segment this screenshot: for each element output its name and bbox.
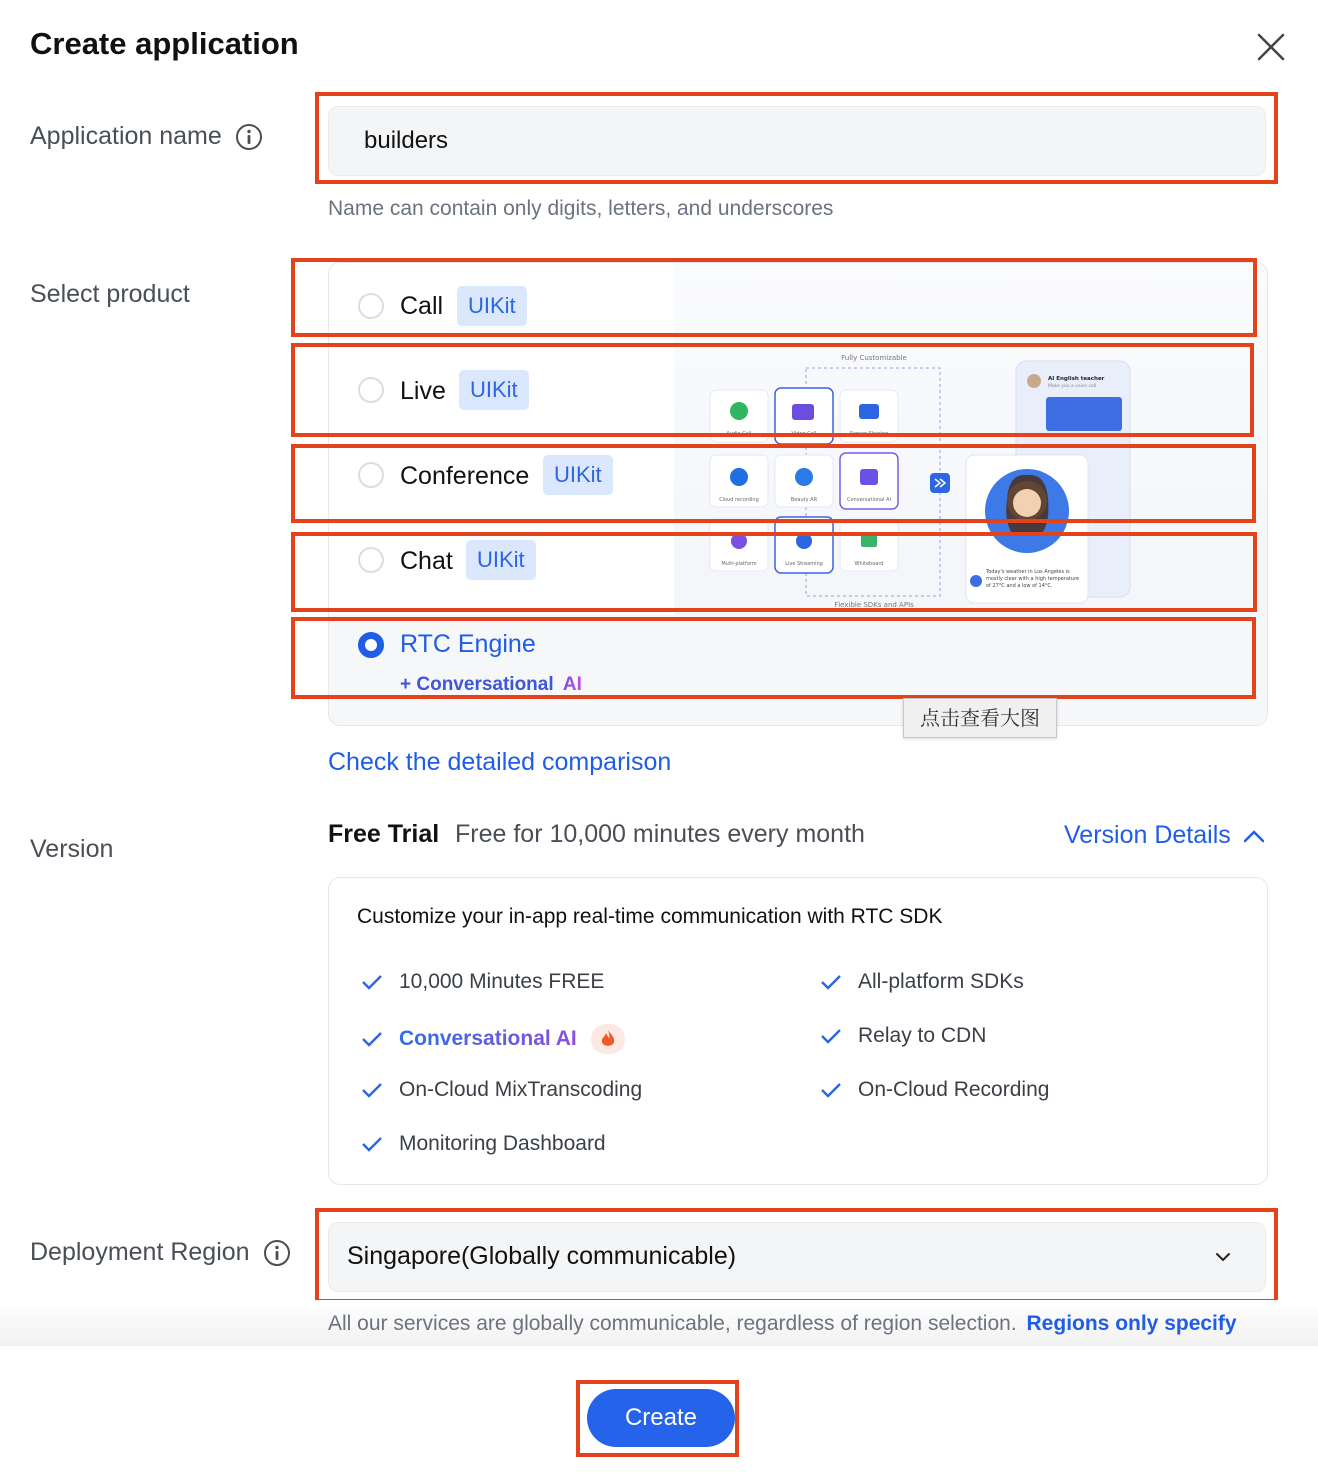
regions-only-specify-link[interactable]: Regions only specify <box>1026 1312 1237 1335</box>
check-icon <box>820 1081 842 1099</box>
preview-tile-label: Video Call <box>791 431 817 437</box>
product-radio-chat[interactable] <box>358 547 384 573</box>
version-details-link[interactable]: Version Details <box>1064 821 1231 849</box>
product-radio-call[interactable] <box>358 293 384 319</box>
check-icon <box>361 1030 383 1048</box>
preview-tile-label: Beauty AR <box>790 497 818 503</box>
product-preview-image[interactable] <box>674 263 1268 633</box>
preview-tile-label: Conversational AI <box>847 497 891 503</box>
feature-item <box>361 1132 606 1156</box>
preview-tile-label: Audio Call <box>726 431 752 437</box>
feature-label: On-Cloud MixTranscoding <box>399 1078 643 1101</box>
region-note <box>328 1312 1237 1336</box>
chevron-up-icon <box>1243 829 1265 843</box>
deployment-region-label <box>30 1238 291 1267</box>
check-icon <box>361 1135 383 1153</box>
fire-icon <box>591 1024 625 1054</box>
info-icon[interactable] <box>235 123 263 151</box>
preview-top-caption: Fully Customizable <box>841 354 907 362</box>
preview-chat-subtitle: Make you a voice call <box>1048 384 1097 389</box>
feature-item <box>361 970 604 994</box>
feature-item <box>820 970 1024 994</box>
feature-label: 10,000 Minutes FREE <box>399 970 605 993</box>
version-label: Version <box>30 835 114 863</box>
product-name-conference[interactable]: Conference <box>400 462 530 490</box>
version-details-box <box>328 877 1268 1185</box>
product-radio-conference[interactable] <box>358 462 384 488</box>
deployment-region-label-text: Deployment Region <box>30 1238 250 1266</box>
feature-label: All-platform SDKs <box>858 970 1024 993</box>
feature-label: Conversational AI <box>399 1027 577 1050</box>
product-preview-illustration <box>674 263 1268 633</box>
feature-item <box>361 1078 642 1102</box>
conversational-ai-tag <box>400 674 582 696</box>
uikit-badge: UIKit <box>466 540 536 580</box>
check-icon <box>820 1027 842 1045</box>
preview-bottom-caption: Flexible SDKs and APIs <box>834 601 914 609</box>
feature-label: On-Cloud Recording <box>858 1078 1050 1101</box>
feature-item <box>820 1078 1049 1102</box>
feature-label: Monitoring Dashboard <box>399 1132 606 1155</box>
preview-chat-title: AI English teacher <box>1048 376 1105 382</box>
uikit-badge: UIKit <box>543 455 613 495</box>
check-icon <box>361 973 383 991</box>
application-name-label <box>30 122 263 151</box>
product-name-rtc-engine[interactable]: RTC Engine <box>400 630 536 658</box>
feature-label: Relay to CDN <box>858 1024 987 1047</box>
dialog-title: Create application <box>30 26 299 61</box>
preview-tile-label: Multi-platform <box>721 561 757 567</box>
application-name-input[interactable] <box>328 106 1266 176</box>
preview-tile-label: Live Streaming <box>785 561 823 567</box>
deployment-region-select[interactable] <box>328 1222 1266 1292</box>
plan-description: Free for 10,000 minutes every month <box>455 820 865 848</box>
view-large-image-tooltip[interactable]: 点击查看大图 <box>903 698 1057 738</box>
close-icon[interactable] <box>1254 30 1288 64</box>
feature-item <box>361 1024 625 1054</box>
preview-tile-label: Screen Sharing <box>850 431 888 437</box>
ai-sparkle-icon: AI <box>562 674 582 695</box>
version-box-title: Customize your in-app real-time communication with RTC SDK <box>357 905 943 928</box>
check-icon <box>361 1081 383 1099</box>
select-product-label: Select product <box>30 280 190 308</box>
chevron-down-icon <box>1215 1252 1231 1262</box>
product-radio-live[interactable] <box>358 377 384 403</box>
deployment-region-value: Singapore(Globally communicable) <box>347 1242 737 1270</box>
preview-chat-answer: Today's weather in Los Angeles is mostly clear with a high temperature of 27°C and a low of 14°C. <box>986 569 1080 589</box>
feature-item <box>820 1024 986 1048</box>
product-name-chat[interactable]: Chat <box>400 547 453 575</box>
application-name-helper: Name can contain only digits, letters, and underscores <box>328 197 834 220</box>
product-name-live[interactable]: Live <box>400 377 446 405</box>
check-icon <box>820 973 842 991</box>
create-button[interactable]: Create <box>587 1389 735 1447</box>
product-name-call[interactable]: Call <box>400 292 444 320</box>
plan-name: Free Trial <box>328 820 440 848</box>
detailed-comparison-link[interactable]: Check the detailed comparison <box>328 748 672 776</box>
product-radio-rtc-engine[interactable] <box>358 632 384 658</box>
region-note-text: All our services are globally communicable, regardless of region selection. <box>328 1312 1017 1335</box>
application-name-label-text: Application name <box>30 122 222 150</box>
uikit-badge: UIKit <box>457 286 527 326</box>
preview-tile-label: Whiteboard <box>854 561 884 567</box>
version-details-toggle[interactable] <box>1064 821 1265 850</box>
info-icon[interactable] <box>263 1239 291 1267</box>
conversational-ai-text: + Conversational <box>400 674 554 695</box>
uikit-badge: UIKit <box>459 370 529 410</box>
preview-tile-label: Cloud recording <box>719 497 759 503</box>
